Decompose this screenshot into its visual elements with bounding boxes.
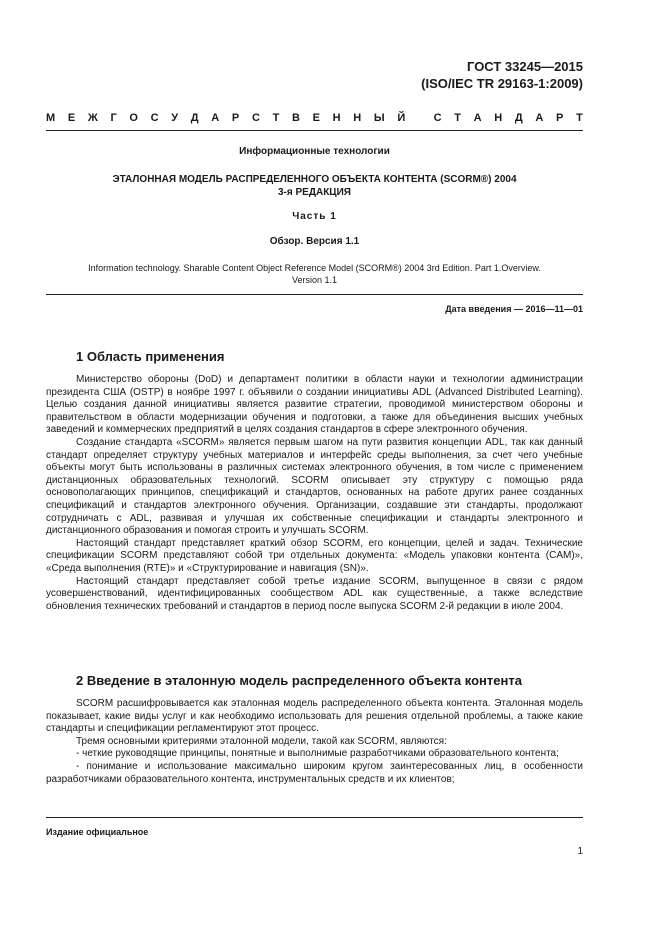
banner-letter: Е — [312, 112, 320, 124]
banner-letter: С — [150, 112, 159, 124]
banner-letter: С — [251, 112, 260, 124]
banner-letter: Н — [353, 112, 362, 124]
paragraph: Министерство обороны (DoD) и департамент политики в области науки и технологии администрации президента США (OSTP) в ноябре 1997 г. объявили о создании инициативы ADL (Advanced Distributed Learning). Целью создания данной инициативы является развитие стратегии, проводимой министерством обороны и правительством в области модернизации обучения и подготовки, а также для объединения высших учебных заведений и коммерческих предприятий в целях создания стандартов в сфере электронного обучения. — [46, 374, 583, 436]
iso-reference: (ISO/IEC TR 29163-1:2009) — [421, 76, 583, 91]
list-item: - понимание и использование максимально широким кругом заинтересованных лиц, в особенности разработчиками образовательного контента, инструментальных средств и их клиентов; — [46, 760, 583, 785]
category-title: Информационные технологии — [239, 146, 390, 157]
document-title — [46, 173, 583, 199]
banner-letter: Т — [576, 112, 583, 124]
standard-number: ГОСТ 33245—2015 — [467, 59, 583, 74]
english-title-line: Information technology. Sharable Content Object Reference Model (SCORM®) 2004 3rd Edition. Part 1.Overview. — [88, 263, 541, 273]
paragraph: Тремя основными критериями эталонной модели, такой как SCORM, являются: — [76, 735, 447, 747]
header-divider — [46, 130, 583, 131]
banner-letter: В — [291, 112, 300, 124]
banner-letter: С — [433, 112, 442, 124]
introduction-date: Дата введения — 2016—11—01 — [445, 304, 583, 314]
footer-divider — [46, 817, 583, 818]
part-label: Часть 1 — [292, 211, 337, 222]
banner-letter: Й — [397, 112, 406, 124]
section-1-heading: 1 Область применения — [76, 349, 225, 364]
paragraph: SCORM расшифровывается как эталонная модель распределенного объекта контента. Эталонная модель показывает, какие виды услуг и как необходимо использовать для решения отдельной проблемы, а также какие стандарты и спецификации регламентируют этот процесс. — [46, 698, 583, 735]
banner-letter: А — [473, 112, 482, 124]
banner-letter: Е — [67, 112, 76, 124]
english-title-line: Version 1.1 — [291, 275, 338, 285]
standard-code — [421, 58, 583, 92]
paragraph: Настоящий стандарт представляет краткий обзор SCORM, его концепции, целей и задач. Технические спецификации SCORM представляют собой три отдельных документа: «Модель упаковки контента (CAM)», «Среда выполнения (RTE)» и «Структурирование и навигация (SN)». — [46, 537, 583, 574]
document-subtitle: Обзор. Версия 1.1 — [269, 236, 360, 247]
banner-letter: А — [535, 112, 544, 124]
banner-letter: У — [171, 112, 179, 124]
banner-letter: М — [46, 112, 56, 124]
banner-letter: Н — [332, 112, 341, 124]
banner-letter: О — [129, 112, 138, 124]
paragraph: Создание стандарта «SCORM» является первым шагом на пути развития концепции ADL, так как данный стандарт определяет структуру учебных материалов и интерфейс среды выполнения, за счет чего учебные объекты могут быть использованы в различных системах электронного обучения, в том числе с применением дистанционных образовательных технологий. SCORM описывает эту структуру с помощью ряда основополагающих принципов, спецификаций и стандартов, основанных на работе других ранее созданных спецификаций и стандартов электронного обучения. Организации, создавшие эти стандарты, продолжают сотрудничать с ADL, развивая и улучшая их собственные спецификации и стандарты электронного и дистанционного образования и помогая строить и улучшать SCORM. — [46, 436, 583, 537]
banner-letter: Д — [514, 112, 523, 124]
banner-letter: Г — [110, 112, 117, 124]
section-1-body — [46, 374, 583, 613]
section-2-heading: 2 Введение в эталонную модель распределенного объекта контента — [76, 673, 522, 688]
paragraph: Настоящий стандарт представляет собой третье издание SCORM, выпущенное в связи с рядом усовершенствований, идентифицированных сообществом ADL как существенные, а также вследствие обновления технических требований и стандартов в период после выпуска SCORM 2-й редакции в июле 2004. — [46, 575, 583, 612]
banner-letter: А — [211, 112, 220, 124]
page-number: 1 — [577, 846, 583, 857]
interstate-standard-banner — [46, 112, 583, 124]
banner-letter: Р — [556, 112, 564, 124]
banner-letter: Ы — [373, 112, 385, 124]
banner-letter: Т — [454, 112, 461, 124]
banner-letter: Т — [272, 112, 280, 124]
document-title-line: ЭТАЛОННАЯ МОДЕЛЬ РАСПРЕДЕЛЕННОГО ОБЪЕКТА КОНТЕНТА (SCORM®) 2004 — [112, 174, 517, 185]
list-item: - четкие руководящие принципы, понятные и выполнимые разработчиками образовательного контента; — [76, 748, 559, 760]
banner-letter: Ж — [87, 112, 98, 124]
title-divider — [46, 294, 583, 295]
banner-letter: Р — [231, 112, 240, 124]
section-2-body — [46, 698, 583, 786]
banner-letter: Н — [494, 112, 503, 124]
banner-gap — [418, 112, 421, 124]
official-edition-label: Издание официальное — [46, 827, 149, 837]
english-title — [46, 262, 583, 286]
edition-line: 3-я РЕДАКЦИЯ — [278, 187, 351, 198]
banner-letter: Д — [190, 112, 199, 124]
